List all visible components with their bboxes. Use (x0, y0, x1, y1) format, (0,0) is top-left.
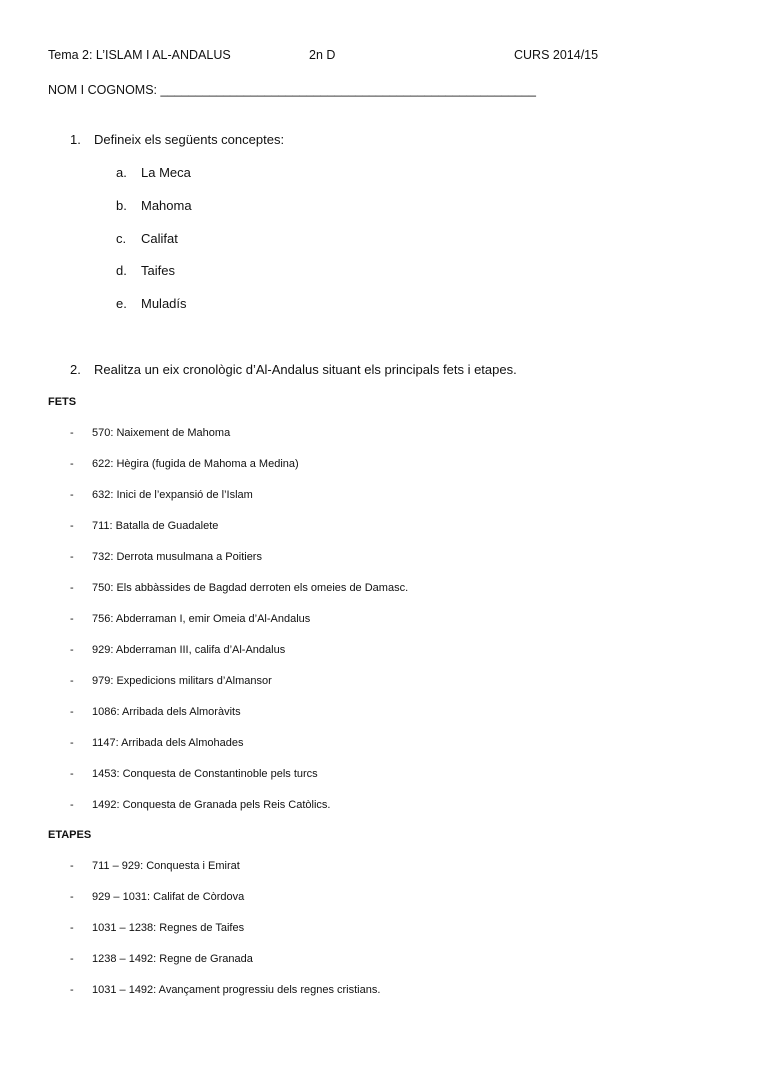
question-2 (70, 362, 720, 380)
header-topic: Tema 2: L’ISLAM I AL-ANDALUS (48, 48, 231, 62)
concept-letter: d. (116, 263, 127, 278)
dash: - (70, 737, 74, 749)
etapes-title: ETAPES (48, 829, 92, 841)
fet-item (70, 706, 670, 722)
concept-letter: e. (116, 296, 127, 311)
fet-text: 929: Abderraman III, califa d’Al-Andalus (92, 644, 286, 656)
concept-letter: a. (116, 165, 127, 180)
dash: - (70, 458, 74, 470)
dash: - (70, 768, 74, 780)
fet-item (70, 644, 670, 660)
dash: - (70, 489, 74, 501)
dash: - (70, 644, 74, 656)
fet-item (70, 551, 670, 567)
etapa-text: 1031 – 1238: Regnes de Taifes (92, 922, 245, 934)
dash: - (70, 891, 74, 903)
concept-text: Taifes (141, 263, 175, 278)
name-field: NOM I COGNOMS: ______________________________________________________ (48, 83, 536, 97)
fet-item (70, 768, 670, 784)
etapa-text: 1238 – 1492: Regne de Granada (92, 953, 253, 965)
concept-item (116, 165, 416, 183)
dash: - (70, 799, 74, 811)
etapa-text: 711 – 929: Conquesta i Emirat (92, 860, 240, 872)
etapa-item (70, 922, 670, 938)
fet-item (70, 582, 670, 598)
fet-item (70, 613, 670, 629)
fet-text: 622: Hègira (fugida de Mahoma a Medina) (92, 458, 299, 470)
concept-item (116, 263, 416, 281)
dash: - (70, 582, 74, 594)
fet-item (70, 737, 670, 753)
concept-letter: c. (116, 231, 127, 246)
concept-text: Califat (141, 231, 178, 246)
etapa-item (70, 984, 670, 1000)
fet-text: 1147: Arribada dels Almohades (92, 737, 244, 749)
fet-text: 711: Batalla de Guadalete (92, 520, 219, 532)
fet-text: 570: Naixement de Mahoma (92, 427, 231, 439)
fet-text: 750: Els abbàssides de Bagdad derroten els omeies de Damasc. (92, 582, 409, 594)
etapa-text: 929 – 1031: Califat de Còrdova (92, 891, 245, 903)
dash: - (70, 953, 74, 965)
dash: - (70, 860, 74, 872)
dash: - (70, 520, 74, 532)
fet-text: 979: Expedicions militars d’Almansor (92, 675, 272, 687)
fets-title: FETS (48, 396, 77, 408)
dash: - (70, 551, 74, 563)
dash: - (70, 706, 74, 718)
fet-text: 1453: Conquesta de Constantinoble pels turcs (92, 768, 318, 780)
etapa-text: 1031 – 1492: Avançament progressiu dels regnes cristians. (92, 984, 381, 996)
dash: - (70, 675, 74, 687)
concept-letter: b. (116, 198, 127, 213)
concept-item (116, 231, 416, 249)
question-2-number: 2. (70, 362, 81, 377)
question-1 (70, 132, 670, 150)
header-group: 2n D (309, 48, 336, 62)
etapa-item (70, 953, 670, 969)
etapa-item (70, 860, 670, 876)
fet-text: 632: Inici de l’expansió de l’Islam (92, 489, 253, 501)
concept-item (116, 296, 416, 314)
fet-item (70, 799, 670, 815)
concept-text: La Meca (141, 165, 191, 180)
fet-item (70, 520, 670, 536)
etapa-item (70, 891, 670, 907)
concept-text: Mahoma (141, 198, 192, 213)
dash: - (70, 922, 74, 934)
fet-item (70, 427, 670, 443)
question-1-text: Defineix els següents conceptes: (94, 132, 285, 147)
fet-item (70, 489, 670, 505)
fet-item (70, 458, 670, 474)
dash: - (70, 427, 74, 439)
dash: - (70, 984, 74, 996)
fet-item (70, 675, 670, 691)
concept-item (116, 198, 416, 216)
fet-text: 1086: Arribada dels Almoràvits (92, 706, 241, 718)
header-course: CURS 2014/15 (514, 48, 599, 62)
dash: - (70, 613, 74, 625)
fet-text: 756: Abderraman I, emir Omeia d’Al-Andalus (92, 613, 311, 625)
question-2-text: Realitza un eix cronològic d’Al-Andalus situant els principals fets i etapes. (94, 362, 517, 377)
fet-text: 1492: Conquesta de Granada pels Reis Catòlics. (92, 799, 331, 811)
concept-text: Muladís (141, 296, 187, 311)
fet-text: 732: Derrota musulmana a Poitiers (92, 551, 262, 563)
question-1-number: 1. (70, 132, 81, 147)
